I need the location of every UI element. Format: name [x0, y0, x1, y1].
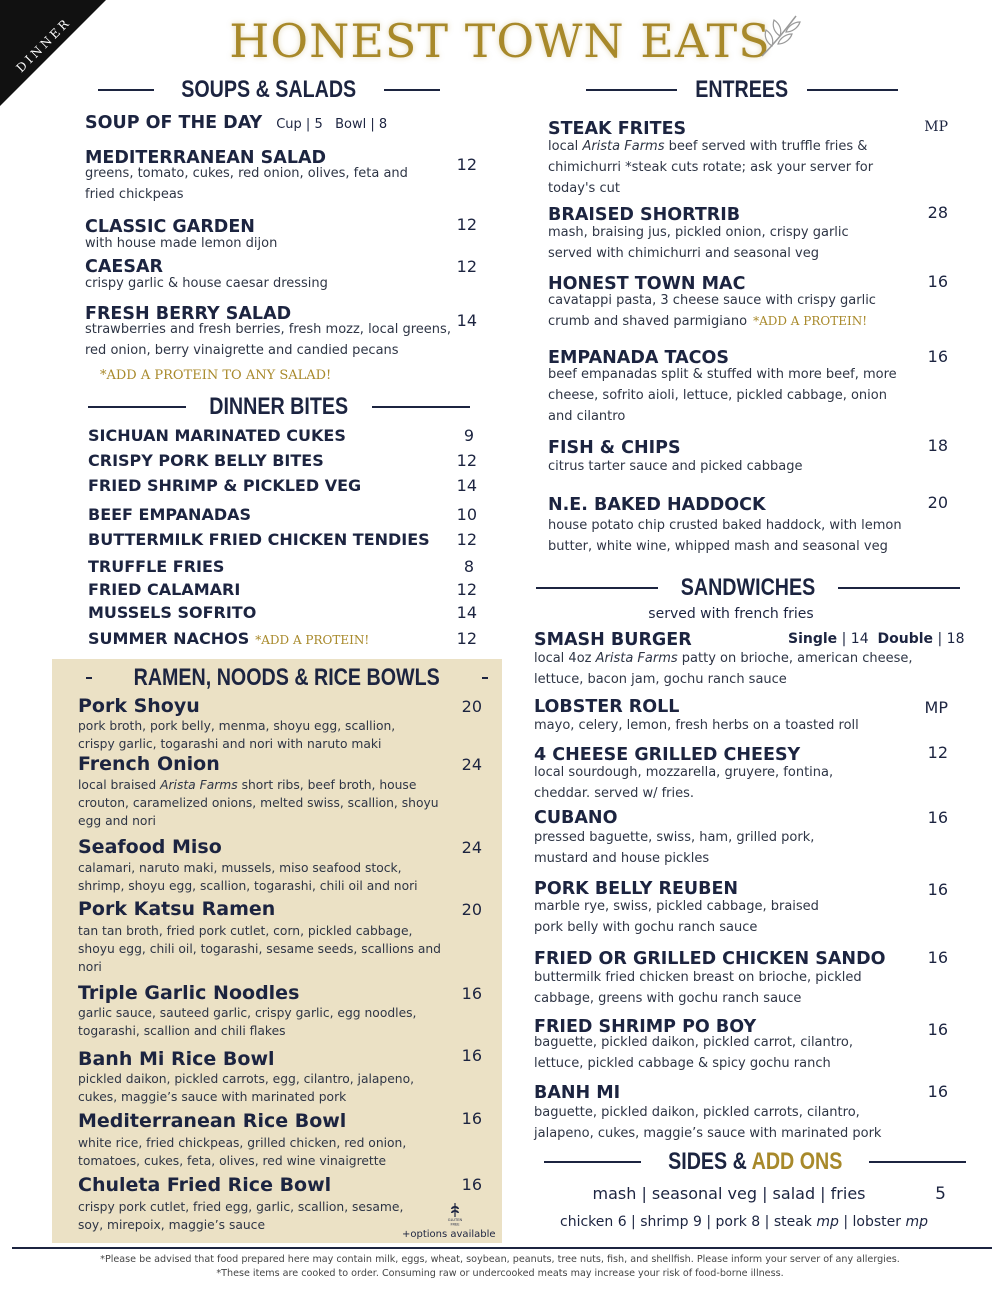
item-name: BANH MI: [534, 1083, 621, 1103]
item-name: FRIED OR GRILLED CHICKEN SANDO: [534, 949, 886, 969]
sides-list: mash | seasonal veg | salad | fries: [592, 1184, 866, 1203]
item-price: 18: [927, 436, 948, 455]
item-name: French Onion: [78, 753, 220, 775]
nachos-protein-note: *ADD A PROTEIN!: [255, 633, 370, 647]
item-price: 16: [461, 984, 482, 1003]
section-title: SOUPS & SALADS: [181, 76, 357, 103]
item-description: pressed baguette, swiss, ham, grilled pork, mustard and house pickles: [534, 830, 815, 866]
item-name: N.E. BAKED HADDOCK: [548, 495, 766, 515]
desc-part: patty on brioche, american cheese, lettuce, bacon jam, gochu ranch sauce: [534, 651, 913, 687]
item-price: 12: [456, 451, 477, 470]
item-price: 12: [456, 215, 477, 234]
section-title: DINNER BITES: [209, 393, 349, 420]
mac-protein-note: *ADD A PROTEIN!: [753, 314, 868, 328]
item-price: 20: [461, 697, 482, 716]
heading-rule: [586, 89, 677, 91]
desc-part: local: [548, 139, 583, 154]
item-price: 28: [927, 203, 948, 222]
item-description: mash, braising jus, pickled onion, crispy garlic served with chimichurri and seasonal veg: [548, 225, 849, 261]
ramen-heading: [86, 664, 488, 692]
heading-rule: [98, 89, 154, 91]
item-description: [534, 648, 929, 690]
item-description: pork broth, pork belly, menma, shoyu egg, scallion, crispy garlic, togarashi and nori with naruto maki: [78, 719, 396, 751]
item-description: crispy pork cutlet, fried egg, garlic, scallion, sesame, soy, mirepoix, maggie’s sauce: [78, 1200, 404, 1232]
item-description: white rice, fried chickpeas, grilled chicken, red onion, tomatoes, cukes, feta, olives, red wine vinaigrette: [78, 1136, 407, 1168]
item-price: 16: [927, 347, 948, 366]
item-name: SICHUAN MARINATED CUKES: [88, 426, 346, 445]
single-label: Single: [788, 631, 838, 647]
item-name: BRAISED SHORTRIB: [548, 205, 741, 225]
desc-part: cavatappi pasta, 3 cheese sauce with crispy garlic crumb and shaved parmigiano: [548, 293, 876, 329]
item-price: 9: [463, 426, 474, 445]
addons-label: ADD ONS: [751, 1148, 843, 1175]
item-price: 14: [456, 603, 477, 622]
item-name: FISH & CHIPS: [548, 438, 681, 458]
item-name: FRIED CALAMARI: [88, 580, 241, 599]
raw-food-disclaimer: *These items are cooked to order. Consuming raw or undercooked meats may increase your risk of food-borne illness.: [216, 1268, 784, 1279]
heading-rule: [482, 677, 488, 679]
heading-rule: [869, 1161, 966, 1163]
item-price: 12: [456, 629, 477, 648]
item-name: SUMMER NACHOS: [88, 629, 250, 648]
sandwich-subheading: served with french fries: [648, 606, 814, 622]
gf-label-line2: FREE: [450, 1222, 460, 1227]
item-price: 16: [927, 1020, 948, 1039]
restaurant-name: HONEST TOWN EATS: [229, 14, 771, 68]
farm-name: Arista Farms: [595, 651, 678, 666]
item-price: 12: [456, 530, 477, 549]
item-name: Chuleta Fried Rice Bowl: [78, 1174, 332, 1196]
desc-part: short ribs, beef broth, house crouton, caramelized onions, melted swiss, scallion, shoyu egg and nori: [78, 778, 439, 828]
item-price: 24: [461, 838, 482, 857]
item-price: 16: [461, 1175, 482, 1194]
double-label: Double: [877, 631, 934, 647]
item-price: 16: [927, 272, 948, 291]
leaf-sprig-icon: [752, 8, 808, 64]
heading-rule: [807, 89, 898, 91]
item-price: 16: [927, 880, 948, 899]
item-price: MP: [924, 698, 948, 717]
item-name: 4 CHEESE GRILLED CHEESY: [534, 745, 801, 765]
item-name: BUTTERMILK FRIED CHICKEN TENDIES: [88, 530, 430, 549]
section-title: RAMEN, NOODS & RICE BOWLS: [133, 664, 441, 691]
desc-part: beef served with truffle fries & chimichurri *steak cuts rotate; ask your server for today's cut: [548, 139, 874, 196]
heading-rule: [838, 587, 960, 589]
add-ons-list: [544, 1214, 944, 1230]
item-description: [548, 136, 893, 199]
item-name: CAESAR: [85, 257, 163, 277]
market-price: mp: [905, 1214, 928, 1230]
item-description: citrus tarter sauce and picked cabbage: [548, 459, 803, 474]
item-description: [78, 776, 453, 830]
item-name: CUBANO: [534, 808, 618, 828]
item-price: 16: [927, 948, 948, 967]
item-description: baguette, pickled daikon, pickled carrot, cilantro, lettuce, pickled cabbage & spicy gochu ranch: [534, 1035, 854, 1071]
item-name: MEDITERRANEAN SALAD: [85, 148, 327, 168]
item-name: Mediterranean Rice Bowl: [78, 1110, 347, 1132]
soup-prices: Cup | 5 Bowl | 8: [276, 117, 388, 132]
heading-rule: [536, 587, 658, 589]
item-price: 12: [456, 580, 477, 599]
item-price: 16: [461, 1109, 482, 1128]
item-price: 12: [456, 257, 477, 276]
allergy-disclaimer: *Please be advised that food prepared here may contain milk, eggs, wheat, soybean, peanuts, tree nuts, fish, and shellfish. Please inform your server of any allergies.: [100, 1254, 900, 1265]
item-description: [548, 290, 893, 332]
dinner-bites-heading: [88, 393, 470, 421]
gluten-free-icon: [444, 1201, 466, 1227]
item-description: pickled daikon, pickled carrots, egg, cilantro, jalapeno, cukes, maggie’s sauce with marinated pork: [78, 1072, 415, 1104]
options-available-note: +options available: [402, 1229, 496, 1240]
item-name: FRIED SHRIMP & PICKLED VEG: [88, 476, 362, 495]
footer-rule: [12, 1247, 992, 1249]
item-price: 16: [927, 808, 948, 827]
item-price: 20: [927, 493, 948, 512]
farm-name: Arista Farms: [582, 139, 665, 154]
desc-part: local 4oz: [534, 651, 596, 666]
item-description: tan tan broth, fried pork cutlet, corn, pickled cabbage, shoyu egg, chili oil, togarashi, sesame seeds, scallions and nori: [78, 924, 441, 974]
item-description: greens, tomato, cukes, red onion, olives, feta and fried chickpeas: [85, 166, 408, 202]
item-name: Pork Shoyu: [78, 695, 200, 717]
item-description: baguette, pickled daikon, pickled carrots, cilantro, jalapeno, cukes, maggie’s sauce with marinated pork: [534, 1105, 882, 1141]
item-name: EMPANADA TACOS: [548, 348, 729, 368]
item-name: Banh Mi Rice Bowl: [78, 1048, 275, 1070]
item-name: Seafood Miso: [78, 836, 222, 858]
item-price: 12: [456, 155, 477, 174]
addon-part: | lobster: [838, 1214, 906, 1230]
addon-part: chicken 6 | shrimp 9 | pork 8 | steak: [560, 1214, 817, 1230]
menu-item: [85, 113, 387, 133]
item-description: crispy garlic & house caesar dressing: [85, 276, 328, 291]
sides-label: SIDES &: [667, 1148, 747, 1175]
sides-price: 5: [935, 1184, 946, 1204]
item-description: beef empanadas split & stuffed with more beef, more cheese, sofrito aioli, lettuce, pickled cabbage, onion and cilantro: [548, 367, 897, 424]
item-price: 24: [461, 755, 482, 774]
menu-item: [88, 629, 369, 648]
heading-rule: [86, 677, 92, 679]
item-description: strawberries and fresh berries, fresh mozz, local greens, red onion, berry vinaigrette and candied pecans: [85, 322, 451, 358]
item-name: BEEF EMPANADAS: [88, 505, 252, 524]
gf-label-line1: GLUTEN: [447, 1218, 463, 1222]
item-name: FRIED SHRIMP PO BOY: [534, 1017, 757, 1037]
double-price: | 18: [937, 631, 965, 647]
heading-rule: [88, 406, 186, 408]
farm-name: Arista Farms: [160, 778, 238, 792]
item-price: 20: [461, 900, 482, 919]
item-name: Triple Garlic Noodles: [78, 982, 300, 1004]
item-name: LOBSTER ROLL: [534, 697, 680, 717]
single-price: | 14: [841, 631, 869, 647]
heading-rule: [372, 406, 470, 408]
item-name: SOUP OF THE DAY: [85, 113, 263, 133]
item-price: 10: [456, 505, 477, 524]
section-title: ENTREES: [695, 76, 789, 103]
item-price: 14: [456, 311, 477, 330]
market-price: mp: [816, 1214, 839, 1230]
desc-part: local braised: [78, 778, 161, 792]
smash-burger-prices: [788, 631, 964, 647]
item-description: mayo, celery, lemon, fresh herbs on a toasted roll: [534, 718, 859, 733]
item-name: SMASH BURGER: [534, 630, 692, 650]
section-title: [668, 1148, 842, 1176]
section-title: SANDWICHES: [680, 574, 816, 601]
salad-protein-note: *ADD A PROTEIN TO ANY SALAD!: [100, 368, 332, 383]
item-price: 16: [927, 1082, 948, 1101]
item-description: house potato chip crusted baked haddock, with lemon butter, white wine, whipped mash and seasonal veg: [548, 518, 902, 554]
entrees-heading: [586, 76, 898, 104]
heading-rule: [384, 89, 440, 91]
heading-rule: [544, 1161, 641, 1163]
item-name: CLASSIC GARDEN: [85, 217, 255, 237]
item-name: STEAK FRITES: [548, 119, 687, 139]
item-name: PORK BELLY REUBEN: [534, 879, 739, 899]
sandwiches-heading: [536, 574, 960, 602]
item-description: with house made lemon dijon: [85, 236, 278, 251]
item-description: buttermilk fried chicken breast on brioche, pickled cabbage, greens with gochu ranch sauce: [534, 970, 862, 1006]
corner-label: DINNER: [13, 14, 74, 76]
item-name: FRESH BERRY SALAD: [85, 304, 292, 324]
item-price: 14: [456, 476, 477, 495]
item-description: marble rye, swiss, pickled cabbage, braised pork belly with gochu ranch sauce: [534, 899, 819, 935]
item-description: calamari, naruto maki, mussels, miso seafood stock, shrimp, shoyu egg, scallion, togarashi, chili oil and nori: [78, 861, 418, 893]
item-name: CRISPY PORK BELLY BITES: [88, 451, 324, 470]
item-price: MP: [924, 119, 948, 135]
item-name: Pork Katsu Ramen: [78, 898, 276, 920]
item-description: garlic sauce, sauteed garlic, crispy garlic, egg noodles, togarashi, scallion and chili flakes: [78, 1006, 417, 1038]
item-name: TRUFFLE FRIES: [88, 557, 225, 576]
item-description: local sourdough, mozzarella, gruyere, fontina, cheddar. served w/ fries.: [534, 765, 834, 801]
item-price: 16: [461, 1046, 482, 1065]
item-name: MUSSELS SOFRITO: [88, 603, 257, 622]
item-name: HONEST TOWN MAC: [548, 274, 746, 294]
item-price: 12: [927, 743, 948, 762]
item-price: 8: [463, 557, 474, 576]
soups-salads-heading: [98, 76, 440, 104]
sides-addons-heading: [544, 1148, 966, 1176]
